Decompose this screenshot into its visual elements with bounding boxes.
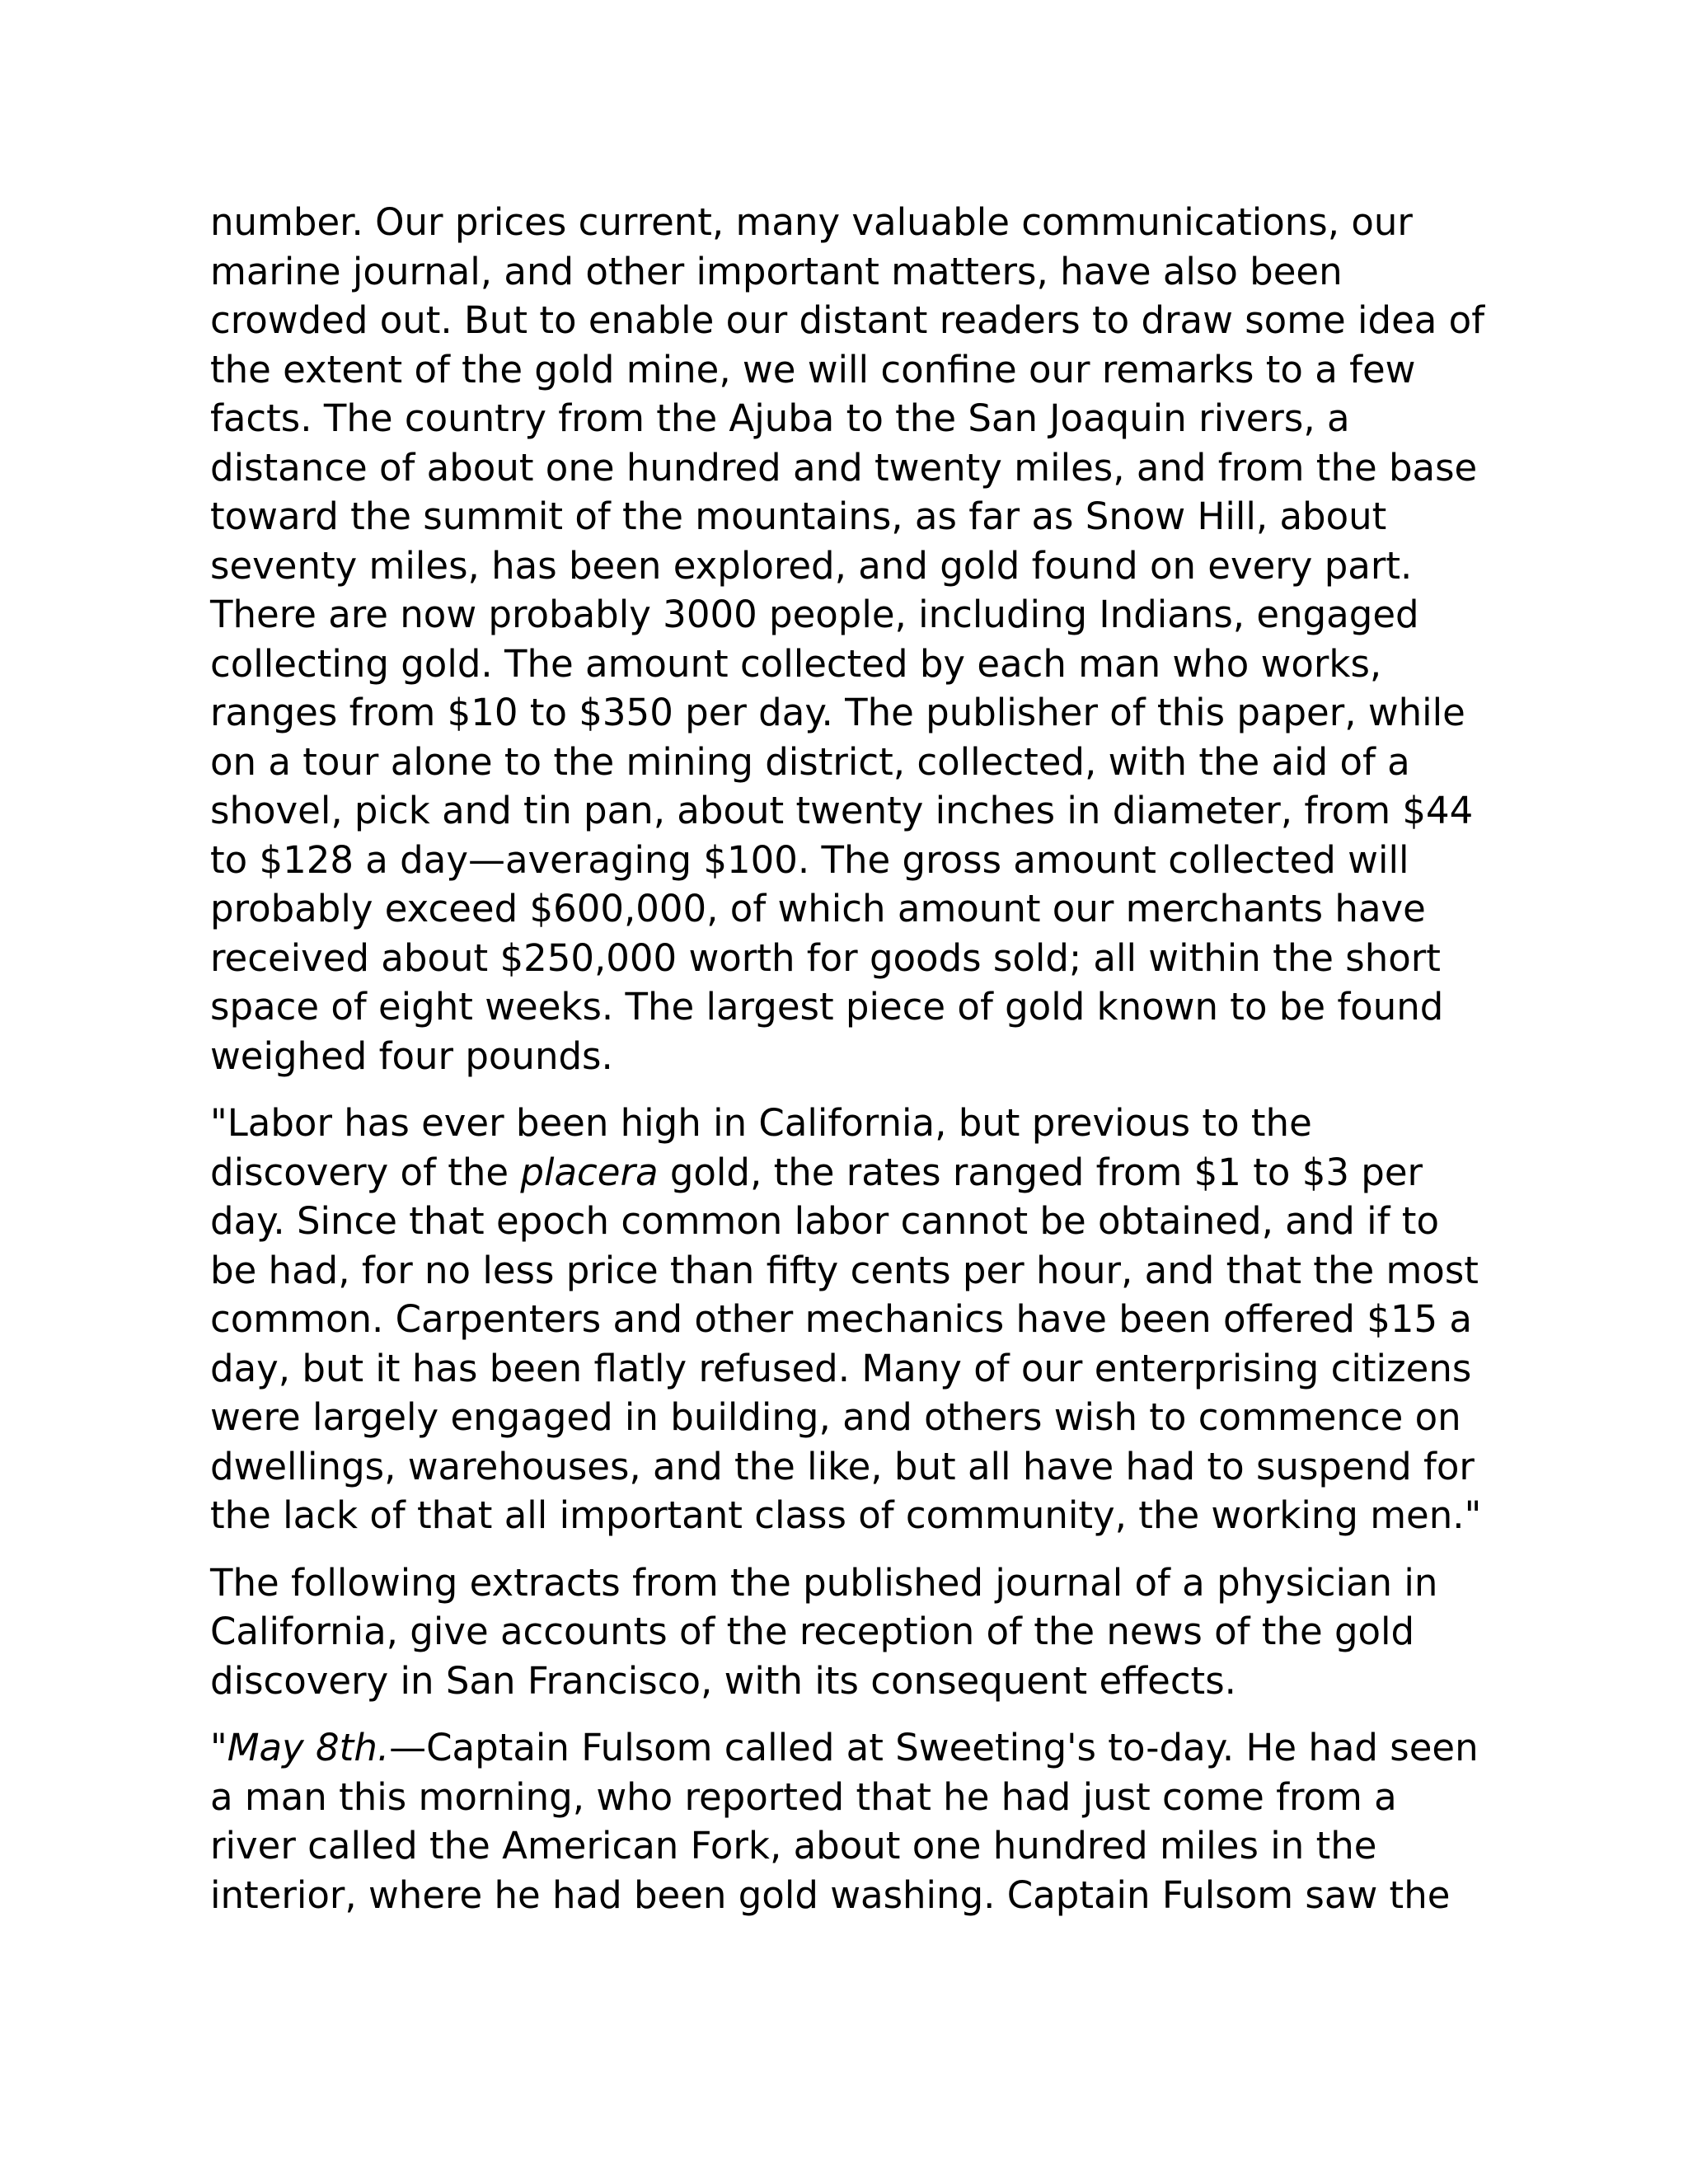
text-line: ranges from $10 to $350 per day. The publisher of this paper, while	[210, 691, 1465, 734]
text-line: discovery in San Francisco, with its consequent effects.	[210, 1658, 1236, 1703]
text-line: number. Our prices current, many valuable communications, our	[210, 200, 1413, 244]
text-run: "	[210, 1726, 227, 1769]
italic-term: placera	[520, 1150, 659, 1194]
text-line: common. Carpenters and other mechanics have been offered $15 a	[210, 1297, 1473, 1341]
text-line: The following extracts from the published journal of a physician in	[210, 1560, 1438, 1605]
text-line: marine journal, and other important matters, have also been	[210, 249, 1343, 293]
text-line: facts. The country from the Ajuba to the San Joaquin rivers, a	[210, 396, 1350, 440]
text-line: a man this morning, who reported that he had just come from a	[210, 1774, 1397, 1819]
text-line: be had, for no less price than fifty cents per hour, and that the most	[210, 1248, 1479, 1292]
text-line: weighed four pounds.	[210, 1033, 613, 1078]
text-run: —Captain Fulsom called at Sweeting's to-day. He had seen	[389, 1726, 1479, 1769]
text-line: were largely engaged in building, and others wish to commence on	[210, 1395, 1461, 1439]
text-line: toward the summit of the mountains, as far as Snow Hill, about	[210, 494, 1387, 538]
text-line: distance of about one hundred and twenty miles, and from the base	[210, 445, 1478, 490]
text-line: to $128 a day—averaging $100. The gross amount collected will	[210, 837, 1409, 882]
paragraph-physician-journal-intro	[210, 1558, 1496, 1706]
text-line: probably exceed $600,000, of which amount our merchants have	[210, 887, 1426, 930]
text-line: collecting gold. The amount collected by each man who works,	[210, 641, 1382, 686]
text-line: day. Since that epoch common labor cannot be obtained, and if to	[210, 1199, 1439, 1243]
paragraph-labor-prices	[210, 1099, 1496, 1540]
text-line: river called the American Fork, about one hundred miles in the	[210, 1824, 1377, 1868]
paragraph-may-8th-entry	[210, 1723, 1496, 1919]
text-line: shovel, pick and tin pan, about twenty inches in diameter, from $44	[210, 789, 1474, 832]
text-run: discovery of the	[210, 1150, 521, 1194]
text-line: "Labor has ever been high in California, but previous to the	[210, 1101, 1312, 1145]
text-line: There are now probably 3000 people, including Indians, engaged	[210, 593, 1419, 636]
text-line: dwellings, warehouses, and the like, but all have had to suspend for	[210, 1444, 1475, 1488]
text-line: the extent of the gold mine, we will confine our remarks to a few	[210, 347, 1416, 391]
text-line	[210, 1723, 1496, 1773]
text-line: on a tour alone to the mining district, collected, with the aid of a	[210, 739, 1410, 784]
text-line: crowded out. But to enable our distant readers to draw some idea of	[210, 298, 1485, 342]
body-text	[210, 198, 1496, 1919]
text-line: space of eight weeks. The largest piece of gold known to be found	[210, 985, 1444, 1029]
text-line: interior, where he had been gold washing. Captain Fulsom saw the	[210, 1872, 1451, 1917]
text-run: gold, the rates ranged from $1 to $3 per	[658, 1150, 1423, 1194]
text-line: day, but it has been flatly refused. Many of our enterprising citizens	[210, 1346, 1472, 1390]
text-line	[210, 1148, 1496, 1197]
text-line: seventy miles, has been explored, and gold found on every part.	[210, 543, 1413, 588]
text-line: received about $250,000 worth for goods sold; all within the short	[210, 935, 1441, 980]
text-line: the lack of that all important class of community, the working men."	[210, 1493, 1482, 1537]
italic-date: May 8th.	[227, 1726, 390, 1769]
paragraph-gold-mine-extent	[210, 198, 1496, 1080]
text-line: California, give accounts of the reception of the news of the gold	[210, 1610, 1415, 1653]
